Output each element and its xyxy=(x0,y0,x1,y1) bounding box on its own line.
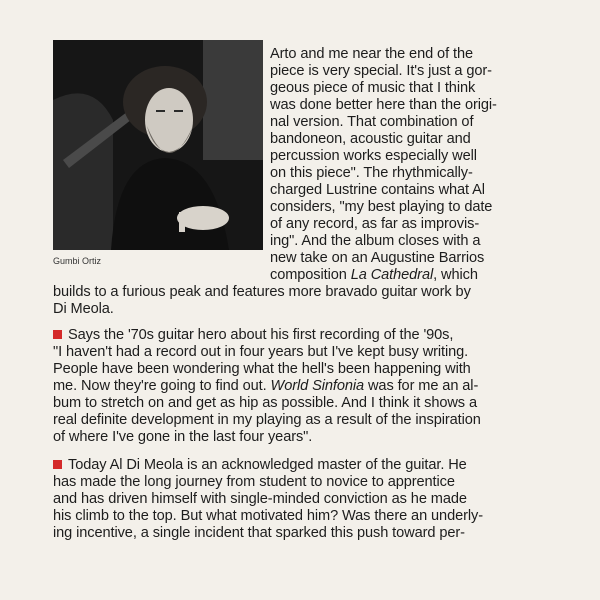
line-text: Arto and me near the end of the xyxy=(270,46,473,62)
text-line xyxy=(53,412,481,429)
line-text: his climb to the top. But what motivated him? Was there an underly- xyxy=(53,508,483,524)
text-line xyxy=(270,46,473,63)
line-text: composition xyxy=(270,267,351,283)
paragraph-bullet-icon xyxy=(53,330,62,339)
text-line xyxy=(270,80,475,97)
line-text: nal version. That combination of xyxy=(270,114,474,130)
italic-title: La Cathedral xyxy=(350,267,434,283)
text-line xyxy=(270,233,480,250)
photo-caption: Gumbi Ortiz xyxy=(53,256,102,266)
line-text: ing". And the album closes with a xyxy=(270,233,481,249)
text-line xyxy=(53,301,114,318)
line-text: bum to stretch on and get as hip as possible. And I think it shows a xyxy=(53,395,477,411)
photo-illustration xyxy=(53,40,263,250)
line-text: percussion works especially well xyxy=(270,148,477,164)
line-text: ing incentive, a single incident that sparked this push toward per- xyxy=(53,525,465,541)
text-line xyxy=(53,474,455,491)
text-line xyxy=(53,378,478,395)
text-line xyxy=(270,131,471,148)
paragraph-bullet-icon xyxy=(53,460,62,469)
line-text: builds to a furious peak and features more bravado guitar work by xyxy=(53,284,471,300)
line-text-after: was for me an al- xyxy=(364,378,479,394)
line-text: real definite development in my playing as a result of the inspiration xyxy=(53,412,481,428)
line-text: charged Lustrine contains what Al xyxy=(270,182,485,198)
line-text: People have been wondering what the hell's been happening with xyxy=(53,361,471,377)
text-line xyxy=(270,148,477,165)
line-text: of where I've gone in the last four years". xyxy=(53,429,313,445)
text-line xyxy=(53,284,471,301)
line-text: was done better here than the origi- xyxy=(270,97,497,113)
text-line xyxy=(53,491,467,508)
italic-title: World Sinfonia xyxy=(270,378,365,394)
line-text: considers, "my best playing to date xyxy=(270,199,493,215)
text-line xyxy=(53,525,465,542)
line-text: of any record, as far as improvis- xyxy=(270,216,480,232)
line-text: me. Now they're going to find out. xyxy=(53,378,271,394)
text-line xyxy=(270,182,485,199)
line-text: geous piece of music that I think xyxy=(270,80,476,96)
line-text: Today Al Di Meola is an acknowledged master of the guitar. He xyxy=(68,457,467,473)
line-text: new take on an Augustine Barrios xyxy=(270,250,485,266)
text-line xyxy=(270,63,492,80)
text-line xyxy=(53,508,483,525)
text-line xyxy=(53,395,477,412)
line-text: Says the '70s guitar hero about his first recording of the '90s, xyxy=(68,327,454,343)
line-text: and has driven himself with single-minded conviction as he made xyxy=(53,491,467,507)
text-line xyxy=(53,344,468,361)
text-line xyxy=(270,165,473,182)
text-line xyxy=(270,114,473,131)
line-text: Di Meola. xyxy=(53,301,114,317)
text-line xyxy=(270,216,479,233)
text-line xyxy=(53,457,467,474)
text-line xyxy=(270,199,492,216)
line-text: piece is very special. It's just a gor- xyxy=(270,63,492,79)
line-text: on this piece". The rhythmically- xyxy=(270,165,473,181)
text-line xyxy=(270,97,497,114)
text-line xyxy=(53,361,471,378)
line-text: bandoneon, acoustic guitar and xyxy=(270,131,471,147)
line-text: has made the long journey from student to novice to apprentice xyxy=(53,474,455,490)
text-line xyxy=(53,327,453,344)
text-line xyxy=(53,429,312,446)
text-line xyxy=(270,250,484,267)
portrait-photo xyxy=(53,40,263,250)
line-text-after: , which xyxy=(433,267,478,283)
line-text: "I haven't had a record out in four years but I've kept busy writing. xyxy=(53,344,469,360)
text-line xyxy=(270,267,478,284)
